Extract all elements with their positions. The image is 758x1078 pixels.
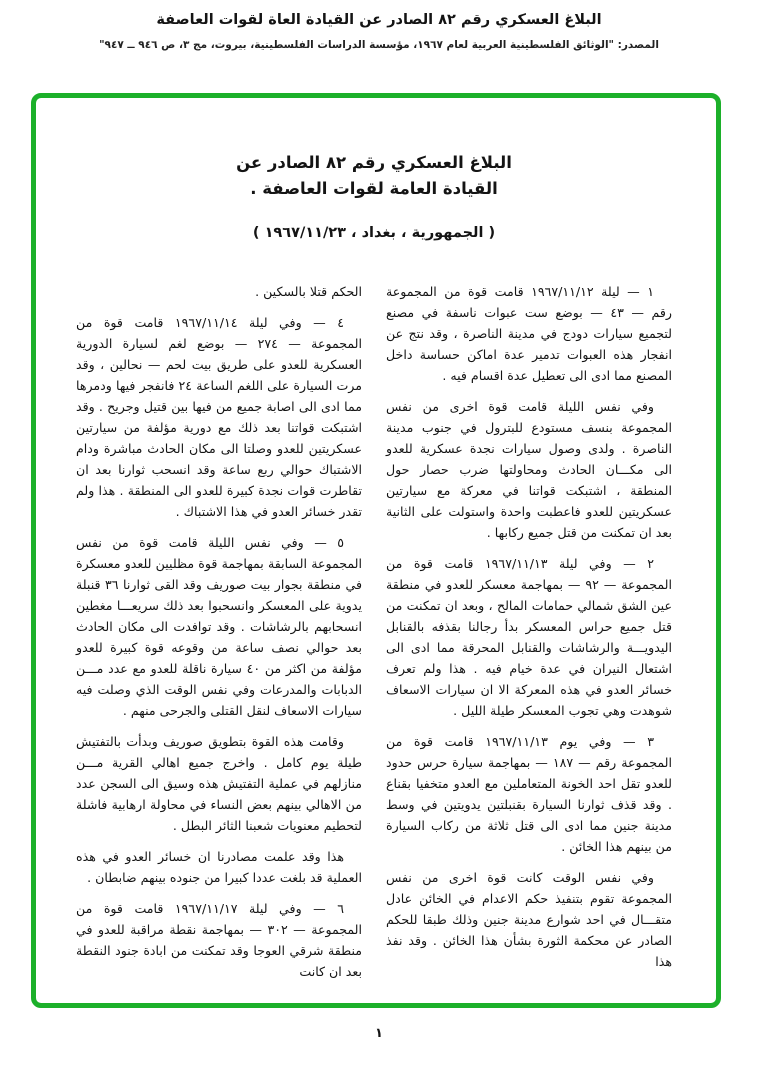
paragraph: وقامت هذه القوة بتطويق صوريف وبدأت بالتفتيش طيلة يوم كامل . واخرج جميع اهالي القرية مـــن منازلهم في عملية التفتيش هذه وسيق الى السجن عدد من الاهالي بينهم بعض النساء في محاولة ارهابية فاشلة لتحطيم معنويات شعبنا الثائر البطل . <box>76 734 362 834</box>
document-title <box>76 150 672 201</box>
two-column-text <box>76 281 672 992</box>
document-dateline: ( الجمهورية ، بغداد ، ١٩٦٧/١١/٢٣ ) <box>252 225 496 242</box>
paragraph: ٤ — وفي ليلة ١٩٦٧/١١/١٤ قامت قوة من المجموعة — ٢٧٤ — بوضع لغم لسيارة الدورية العسكرية للعدو على طريق بيت لحم — نحالين ، وقد مرت السيارة على اللغم الساعة ٢٤ فانفجر فيها ودمرها مما ادى الى اصابة جميع من فيها بين قتيل وجريح . وقد اشتبكت قواتنا بعد ذلك مع دورية مؤلفة من سيارتين عسكريتين للعدو وصلتا الى مكان الحادث مباشرة ودام الاشتباك حوالي ربع ساعة وقد انسحب ثوارنا بعد ان تقاطرت قوات نجدة كبيرة للعدو الى المنطقة . هذا ولم تقدر خسائر العدو في هذا الاشتباك . <box>76 315 362 520</box>
document-title-line1: البلاغ العسكري رقم ٨٢ الصادر عن <box>236 153 512 172</box>
paragraph: وفي نفس الوقت كانت قوة اخرى من نفس المجموعة تقوم بتنفيذ حكم الاعدام في الخائن عادل متقـــال في احد شوارع مدينة جنين وذلك طبقا للحكم الصادر عن محكمة الثورة بشأن هذا الخائن . وقد نفذ هذا <box>386 870 672 970</box>
paragraph: ٥ — وفي نفس الليلة قامت قوة من نفس المجموعة السابقة بمهاجمة قوة مظليين للعدو معسكرة في منطقة بجوار بيت صوريف وقد القى ثوارنا ٣٦ قنبلة يدوية على المعسكر وانسحبوا بعد ذلك سريعـــا مغطين انسحابهم بالرشاشات . وقد توافدت الى مكان الحادث بعد حوالي نصف ساعة من وقوعه قوة كبيرة للعدو مؤلفة من اكثر من ٤٠ سيارة ناقلة للعدو مع عدد مـــن الدبابات والمدرعات وفي نفس الوقت الذي وصلت فيه سيارات الاسعاف لنقل القتلى والجرحى منهم . <box>76 535 363 719</box>
document-body <box>36 98 716 1003</box>
paragraph: ٣ — وفي يوم ١٩٦٧/١١/١٣ قامت قوة من المجموعة رقم — ١٨٧ — بمهاجمة سيارة حرس حدود للعدو تقل احد الخونة المتعاملين مع العدو متخفيا بقناع . وقد قذف ثوارنا السيارة بقنبلتين يدويتين في وسط مدينة جنين مما ادى الى قتل ثلاثة من ركاب السيارة من بينهم هذا الخائن . <box>386 734 673 855</box>
paragraph: ٦ — وفي ليلة ١٩٦٧/١١/١٧ قامت قوة من المجموعة — ٣٠٢ — بمهاجمة نقطة مراقبة للعدو في منطقة شرقي العوجا وقد تمكنت من ابادة جنود النقطة بعد ان كانت <box>76 901 363 980</box>
page-header-title: البلاغ العسكري رقم ٨٢ الصادر عن القيادة العاة لقوات العاصفة <box>156 12 602 28</box>
page-number: ١ <box>375 1026 383 1041</box>
paragraph: هذا وقد علمت مصادرنا ان خسائر العدو في هذه العملية قد بلغت عددا كبيرا من جنوده بينهم ضابطان . <box>76 849 362 886</box>
column-right <box>386 281 672 992</box>
document-title-line2: القيادة العامة لقوات العاصفة . <box>250 178 498 198</box>
paragraph: ٢ — وفي ليلة ١٩٦٧/١١/١٣ قامت قوة من المجموعة — ٩٢ — بمهاجمة معسكر للعدو في منطقة عين الشق شمالي حمامات المالح ، وبعد ان تمكنت من قتل جميع حراس المعسكر بدأ رجالنا بقذفه بالقنابل اليدويـــة والرشاشات والقنابل المحرقة مما ادى الى اشتعال النيران في عدة خيام فيه . هذا ولم تعرف خسائر العدو في هذه المعركة الا ان سيارات الاسعاف شوهدت وهي تجوب المعسكر طيلة الليل . <box>386 556 672 719</box>
page-header <box>0 12 758 51</box>
document-frame <box>31 93 721 1008</box>
column-left <box>76 281 362 992</box>
page-header-source: المصدر: "الوثائق الفلسطينية العربية لعام ١٩٦٧، مؤسسة الدراسات الفلسطينية، بيروت، مج ٣، ص ٩٤٦ ــ ٩٤٧" <box>99 39 659 51</box>
paragraph: الحكم قتلا بالسكين . <box>255 284 362 300</box>
paragraph: ١ — ليلة ١٩٦٧/١١/١٢ قامت قوة من المجموعة رقم — ٤٣ — بوضع ست عبوات ناسفة في مصنع لتجميع سيارات دودج في مدينة الناصرة ، وقد نتج عن انفجار هذه العبوات تدمير عدة اماكن حساسة داخل المصنع مما ادى الى تعطيل عدة اقسام فيه . <box>386 284 672 384</box>
paragraph: وفي نفس الليلة قامت قوة اخرى من نفس المجموعة بنسف مستودع للبترول في جنوب مدينة الناصرة . ولدى وصول سيارات نجدة عسكرية للعدو الى مكـــان الحادث ومحاولتها ضرب حصار حول المنطقة ، اشتبكت قواتنا في معركة مع سيارتين عسكريتين للعدو فاعطبت واحدة واستولت على الثانية بعد ان تمكنت من قتل جميع ركابها . <box>386 399 672 541</box>
